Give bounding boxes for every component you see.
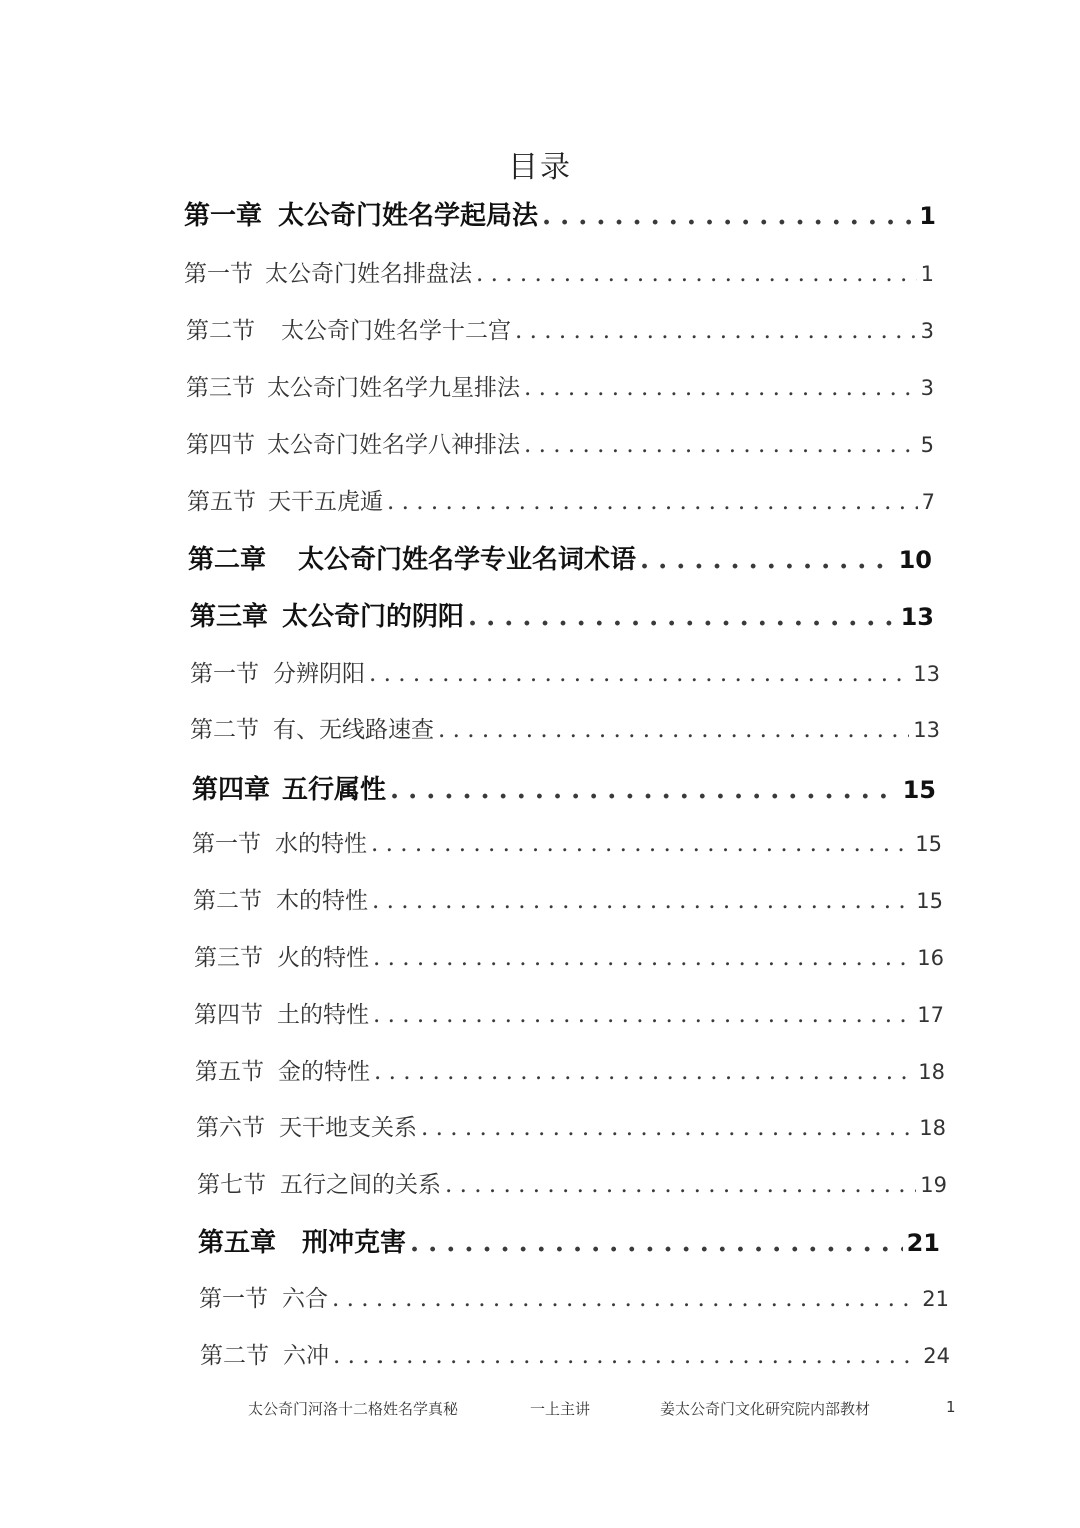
dot-leader [410,1228,903,1258]
toc-entry-number: 第五节 [195,1059,264,1085]
toc-entry-page: 15 [915,832,942,856]
toc-entry-name: 六合 [282,1286,328,1312]
dot-leader [524,375,917,401]
toc-entry [190,596,934,640]
toc-entry-name: 太公奇门姓名学十二宫 [281,318,511,344]
dot-leader [476,261,917,287]
toc-entry-name: 分辨阴阳 [273,661,365,687]
footer-book-title: 太公奇门河洛十二格姓名学真秘 [248,1400,459,1418]
toc-entry [186,426,934,470]
toc-entry-name: 五行之间的关系 [280,1172,441,1198]
toc-entry [195,1053,945,1097]
toc-entry-page: 5 [920,433,934,457]
toc-entry-page: 18 [918,1060,945,1084]
toc-entry-name: 太公奇门姓名排盘法 [265,261,472,287]
dot-leader [371,831,911,857]
toc-entry-page: 16 [917,946,944,970]
dot-leader [438,717,909,743]
toc-entry-name: 太公奇门姓名学八神排法 [267,432,520,458]
toc-entry-number: 第四节 [186,432,255,458]
toc-entry-number: 第一节 [192,831,261,857]
dot-leader [374,1059,914,1085]
toc-entry-page: 15 [916,889,943,913]
toc-entry-name: 有、无线路速查 [273,717,434,743]
toc-entry-number: 第二章 [188,545,267,575]
footer-lecturer: 一上主讲 [530,1400,591,1418]
dot-leader [640,545,895,575]
toc-entry-page: 10 [898,546,932,574]
toc-entry-page: 13 [900,603,934,631]
dot-leader [332,1286,918,1312]
toc-entry-name: 水的特性 [275,831,367,857]
dot-leader [369,661,909,687]
toc-entry-number: 第二节 [186,318,255,344]
dot-leader [373,1002,913,1028]
toc-entry-number: 第一节 [184,261,253,287]
toc-entry [194,996,944,1040]
toc-entry-name: 太公奇门的阴阳 [282,602,465,632]
dot-leader [445,1172,916,1198]
toc-entry-page: 21 [906,1229,940,1257]
toc-entry-number: 第三章 [190,602,269,632]
toc-entry [199,1280,949,1324]
toc-entry-number: 第四节 [194,1002,263,1028]
toc-entry-number: 第三节 [186,375,255,401]
toc-entry [184,195,936,239]
toc-entry-page: 7 [921,490,935,514]
dot-leader [515,318,917,344]
dot-leader [542,201,915,231]
dot-leader [387,489,918,515]
toc-entry-page: 15 [902,776,936,804]
toc-entry-page: 21 [922,1287,949,1311]
page-footer [0,1398,1080,1428]
toc-entry-page: 17 [917,1003,944,1027]
toc-entry-number: 第三节 [194,945,263,971]
toc-entry-number: 第二节 [190,717,259,743]
toc-entry-name: 太公奇门姓名学九星排法 [267,375,520,401]
toc-entry-number: 第一节 [190,661,259,687]
dot-leader [524,432,917,458]
toc-entry-page: 13 [913,662,940,686]
toc-entry-page: 24 [923,1344,950,1368]
toc-entry-number: 第五章 [198,1228,277,1258]
toc-entry [186,312,934,356]
toc-entry [197,1166,947,1210]
toc-entry [198,1222,940,1266]
toc-entry-name: 土的特性 [277,1002,369,1028]
toc-entry [196,1109,946,1153]
toc-entry-page: 18 [919,1116,946,1140]
toc-entry [193,882,943,926]
toc-entry-page: 3 [920,319,934,343]
toc-entry-name: 六冲 [283,1343,329,1369]
dot-leader [373,945,913,971]
toc-entry-number: 第二节 [200,1343,269,1369]
toc-entry [192,825,942,869]
toc-entry-number: 第七节 [197,1172,266,1198]
toc-entry-number: 第二节 [193,888,262,914]
toc-entry [190,655,940,699]
toc-entry-name: 天干地支关系 [279,1115,417,1141]
toc-entry [192,769,936,813]
toc-entry-name: 太公奇门姓名学专业名词术语 [298,545,637,575]
toc-entry [186,369,934,413]
toc-entry-number: 第一节 [199,1286,268,1312]
toc-entry [188,539,932,583]
toc-entry [200,1337,950,1381]
toc-entry-number: 第四章 [192,775,271,805]
toc-entry-page: 1 [919,202,936,230]
toc-entry-name: 天干五虎遁 [268,489,383,515]
dot-leader [421,1115,915,1141]
dot-leader [372,888,912,914]
toc-entry-number: 第六节 [196,1115,265,1141]
toc-entry [184,255,934,299]
toc-entry-name: 金的特性 [278,1059,370,1085]
toc-entry-page: 19 [920,1173,947,1197]
toc-entry-page: 1 [920,262,934,286]
footer-organization: 姜太公奇门文化研究院内部教材 [660,1400,871,1418]
dot-leader [468,602,897,632]
toc-entry-page: 13 [913,718,940,742]
toc-entry-name: 刑冲克害 [302,1228,407,1258]
dot-leader [390,775,899,805]
toc-entry-name: 五行属性 [282,775,387,805]
dot-leader [333,1343,919,1369]
toc-entry-name: 木的特性 [276,888,368,914]
toc-entry-name: 太公奇门姓名学起局法 [278,201,539,231]
toc-entry-number: 第一章 [184,201,263,231]
toc-entry [187,483,935,527]
toc-entry [190,711,940,755]
toc-entry-page: 3 [920,376,934,400]
footer-page-number: 1 [946,1398,956,1416]
toc-entry [194,939,944,983]
toc-entry-number: 第五节 [187,489,256,515]
toc-title: 目录 [508,150,572,185]
toc-entry-name: 火的特性 [277,945,369,971]
